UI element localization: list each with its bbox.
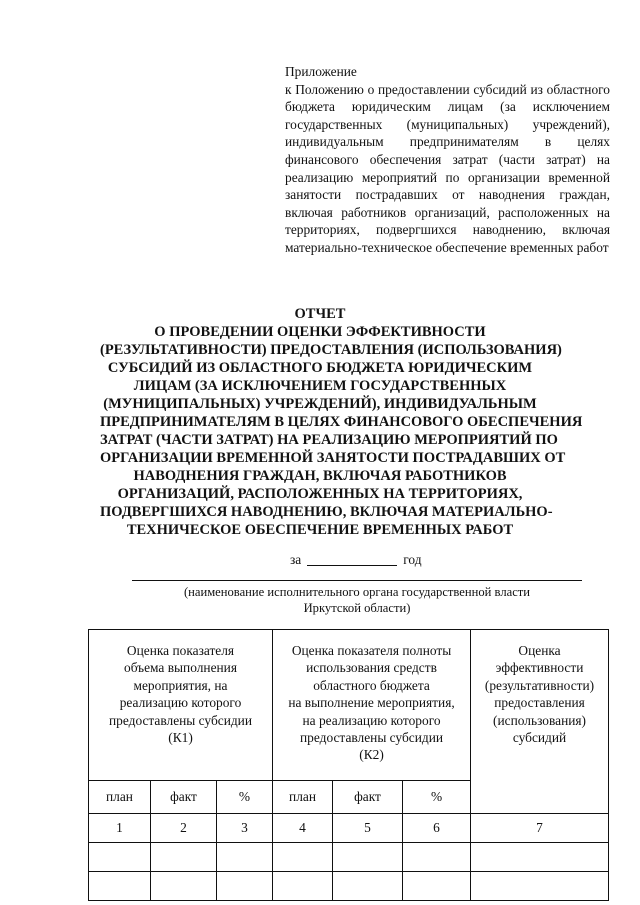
evaluation-table	[88, 629, 609, 901]
table-cell[interactable]	[217, 872, 273, 901]
table-cell[interactable]	[89, 872, 151, 901]
annex-block	[285, 63, 610, 257]
report-title-line: ОРГАНИЗАЦИЙ, РАСПОЛОЖЕННЫХ НА ТЕРРИТОРИЯХ,	[117, 486, 523, 502]
table-row	[89, 872, 609, 901]
org-name-blank-line[interactable]	[132, 580, 582, 581]
org-caption	[132, 584, 582, 616]
header-eff-line: эффективности	[495, 660, 584, 676]
header-effectiveness	[471, 630, 609, 814]
column-number: 6	[403, 814, 471, 843]
header-eff-line: Оценка	[518, 643, 561, 658]
report-title-line: СУБСИДИЙ ИЗ ОБЛАСТНОГО БЮДЖЕТА ЮРИДИЧЕСКИМ	[107, 360, 533, 376]
table-cell[interactable]	[151, 843, 217, 872]
annex-text: к Положению о предоставлении субсидий из областного бюджета юридическим лицам (за исключением государственных (муниципальных) учреждений), индивидуальным предпринимателям в целях финансового обеспечения затрат (части затрат) на реализацию мероприятий по организации временной занятости пострадавших от наводнения граждан, включая работников организаций, расположенных на территориях, подвергшихся наводнению, включая материально-техническое обеспечение временных работ	[285, 81, 610, 255]
subheader-fact-k1: факт	[151, 781, 217, 814]
report-title	[100, 305, 583, 539]
table-cell[interactable]	[471, 872, 609, 901]
column-number: 4	[273, 814, 333, 843]
report-title-line: ЗАТРАТ (ЧАСТИ ЗАТРАТ) НА РЕАЛИЗАЦИЮ МЕРОПРИЯТИЙ ПО	[100, 432, 558, 448]
subheader-percent-k1: %	[217, 781, 273, 814]
table-cell[interactable]	[471, 843, 609, 872]
report-period	[290, 552, 422, 568]
report-title-line: ЛИЦАМ (ЗА ИСКЛЮЧЕНИЕМ ГОСУДАРСТВЕННЫХ	[133, 378, 507, 394]
table-row	[89, 843, 609, 872]
period-year-blank[interactable]	[307, 553, 397, 566]
report-title-line: НАВОДНЕНИЯ ГРАЖДАН, ВКЛЮЧАЯ РАБОТНИКОВ	[133, 468, 507, 484]
report-title-line: ТЕХНИЧЕСКОЕ ОБЕСПЕЧЕНИЕ ВРЕМЕННЫХ РАБОТ	[126, 522, 514, 538]
header-k2-line: на реализацию которого	[302, 712, 441, 728]
table-cell[interactable]	[151, 872, 217, 901]
report-title-line: ПРЕДПРИНИМАТЕЛЯМ В ЦЕЛЯХ ФИНАНСОВОГО ОБЕСПЕЧЕНИЯ	[100, 414, 583, 430]
header-k2-line: использования средств	[306, 660, 437, 676]
table-cell[interactable]	[333, 872, 403, 901]
header-k2-line: областного бюджета	[313, 677, 430, 693]
report-title-line: (РЕЗУЛЬТАТИВНОСТИ) ПРЕДОСТАВЛЕНИЯ (ИСПОЛЬЗОВАНИЯ)	[100, 342, 562, 358]
table-cell[interactable]	[403, 872, 471, 901]
report-title-line: (МУНИЦИПАЛЬНЫХ) УЧРЕЖДЕНИЙ), ИНДИВИДУАЛЬНЫМ	[103, 396, 537, 412]
period-suffix: год	[403, 552, 422, 567]
header-eff-line: субсидий	[512, 730, 567, 746]
header-k2-line: на выполнение мероприятия,	[288, 695, 455, 711]
org-caption-line: Иркутской области)	[303, 601, 411, 615]
header-k1-line: предоставлены субсидии	[109, 712, 253, 728]
header-k1-line: реализацию которого	[119, 695, 242, 711]
table-cell[interactable]	[333, 843, 403, 872]
report-title-line: ПОДВЕРГШИХСЯ НАВОДНЕНИЮ, ВКЛЮЧАЯ МАТЕРИАЛЬНО-	[100, 504, 553, 520]
column-number: 5	[333, 814, 403, 843]
table-cell[interactable]	[403, 843, 471, 872]
period-prefix: за	[290, 552, 302, 567]
table-cell[interactable]	[89, 843, 151, 872]
subheader-plan-k2: план	[273, 781, 333, 814]
header-k1-line: объема выполнения	[124, 660, 238, 676]
column-number: 1	[89, 814, 151, 843]
header-eff-line: (использования)	[493, 712, 587, 728]
annex-heading: Приложение	[285, 64, 357, 79]
header-k2-line: Оценка показателя полноты	[291, 643, 452, 658]
header-k2	[273, 630, 471, 781]
table-cell[interactable]	[273, 843, 333, 872]
header-eff-line: (результативности)	[484, 677, 595, 693]
column-number: 2	[151, 814, 217, 843]
subheader-plan-k1: план	[89, 781, 151, 814]
org-caption-line: (наименование исполнительного органа государственной власти	[183, 585, 531, 599]
header-k1-line: (К1)	[168, 730, 193, 746]
header-k1-line: мероприятия, на	[133, 677, 228, 693]
table-cell[interactable]	[273, 872, 333, 901]
header-eff-line: предоставления	[494, 695, 585, 711]
column-number: 7	[471, 814, 609, 843]
column-number: 3	[217, 814, 273, 843]
header-k2-line: предоставлены субсидии	[300, 730, 444, 746]
header-k2-line: (К2)	[359, 747, 384, 763]
table-cell[interactable]	[217, 843, 273, 872]
report-title-line: О ПРОВЕДЕНИИ ОЦЕНКИ ЭФФЕКТИВНОСТИ	[154, 324, 486, 340]
header-k1-line: Оценка показателя	[126, 643, 235, 658]
subheader-percent-k2: %	[403, 781, 471, 814]
subheader-fact-k2: факт	[333, 781, 403, 814]
header-k1	[89, 630, 273, 781]
report-title-line: ОРГАНИЗАЦИИ ВРЕМЕННОЙ ЗАНЯТОСТИ ПОСТРАДАВШИХ ОТ	[100, 450, 566, 466]
table-row-numbers	[89, 814, 609, 843]
report-title-line: ОТЧЕТ	[294, 306, 346, 322]
